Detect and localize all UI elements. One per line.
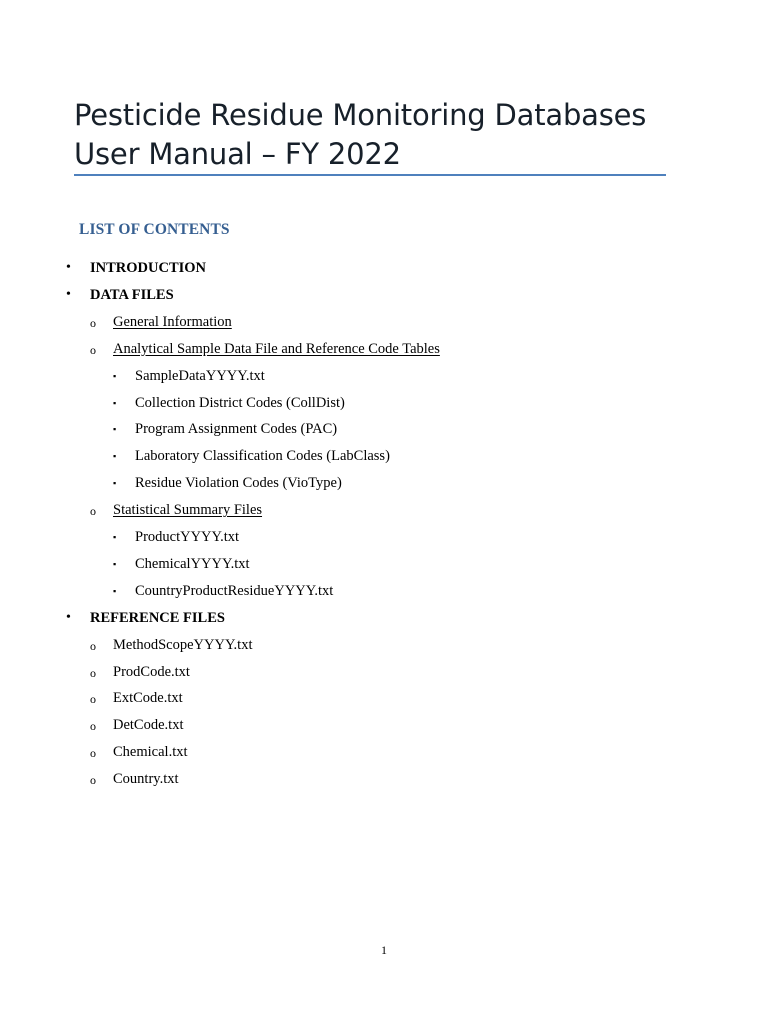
- toc-item-level-2: DetCode.txt: [113, 717, 184, 734]
- toc-item-level-2: ProdCode.txt: [113, 663, 190, 680]
- toc-item-level-2[interactable]: Statistical Summary Files: [113, 502, 263, 519]
- title-line-2: User Manual – FY 2022: [74, 137, 401, 171]
- toc-item-level-3: ProductYYYY.txt: [135, 529, 240, 545]
- bullet-level-2-icon: o: [90, 315, 96, 330]
- bullet-level-2-icon: o: [90, 692, 96, 707]
- toc-item-level-2[interactable]: Analytical Sample Data File and Reference Code Tables: [113, 340, 440, 357]
- bullet-level-3-icon: ▪: [113, 370, 117, 381]
- bullet-level-2-icon: o: [90, 719, 96, 734]
- toc-item-level-3: ChemicalYYYY.txt: [135, 555, 250, 572]
- toc-item-level-3: Program Assignment Codes (PAC): [135, 421, 338, 438]
- toc-item-level-1: REFERENCE FILES: [90, 609, 225, 626]
- bullet-level-2-icon: o: [90, 665, 96, 680]
- toc-item-level-3: SampleDataYYYY.txt: [135, 367, 265, 384]
- bullet-level-2-icon: o: [90, 504, 96, 519]
- toc-item-level-2[interactable]: General Information: [113, 313, 232, 330]
- toc-item-level-1: INTRODUCTION: [90, 260, 207, 276]
- bullet-level-2-icon: o: [90, 773, 96, 788]
- bullet-level-3-icon: ▪: [113, 585, 117, 596]
- bullet-level-3-icon: ▪: [113, 478, 117, 489]
- document-title: [74, 96, 694, 174]
- toc-item-level-3: Laboratory Classification Codes (LabClass): [135, 448, 390, 465]
- toc-item-level-3: CountryProductResidueYYYY.txt: [135, 582, 334, 599]
- bullet-level-2-icon: o: [90, 638, 96, 653]
- bullet-level-1-icon: •: [66, 286, 71, 302]
- contents-heading: LIST OF CONTENTS: [79, 221, 230, 238]
- bullet-level-3-icon: ▪: [113, 532, 117, 542]
- bullet-level-3-icon: ▪: [113, 451, 117, 462]
- toc-item-level-3: Residue Violation Codes (VioType): [135, 475, 342, 492]
- bullet-level-1-icon: •: [66, 609, 71, 625]
- bullet-level-3-icon: ▪: [113, 424, 117, 435]
- bullet-level-1-icon: •: [66, 260, 71, 275]
- title-underline-rule: [74, 174, 666, 176]
- page-number: 1: [381, 943, 387, 957]
- bullet-level-2-icon: o: [90, 746, 96, 761]
- toc-item-level-2: ExtCode.txt: [113, 690, 183, 707]
- toc-item-level-3: Collection District Codes (CollDist): [135, 394, 345, 411]
- bullet-level-2-icon: o: [90, 342, 96, 357]
- bullet-level-3-icon: ▪: [113, 558, 117, 569]
- toc-item-level-2: MethodScopeYYYY.txt: [113, 636, 253, 653]
- toc-item-level-2: Country.txt: [113, 771, 179, 788]
- toc-item-level-2: Chemical.txt: [113, 744, 188, 761]
- title-line-1: Pesticide Residue Monitoring Databases: [74, 98, 647, 132]
- toc-item-level-1: DATA FILES: [90, 286, 174, 303]
- bullet-level-3-icon: ▪: [113, 397, 117, 408]
